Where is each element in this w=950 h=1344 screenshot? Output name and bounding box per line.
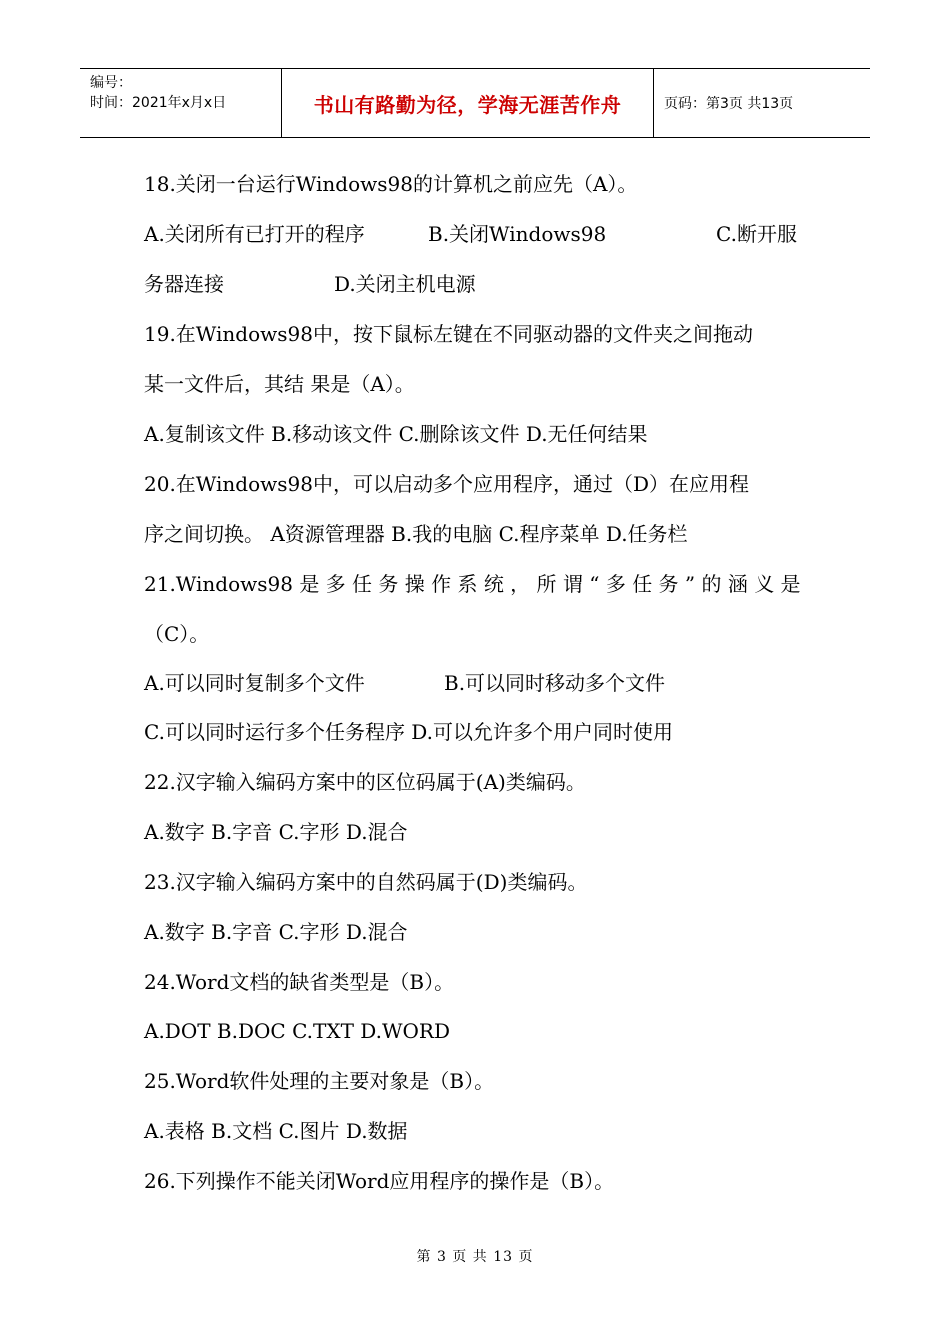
question-24: 24.Word文档的缺省类型是（B）。 <box>144 970 455 994</box>
header-motto: 书山有路勤为径，学海无涯苦作舟 <box>313 92 622 117</box>
q18-option-b: B.关闭Windows98 <box>428 222 607 246</box>
question-22-options: A.数字 B.字音 C.字形 D.混合 <box>144 820 408 844</box>
number-label: 编号： <box>90 75 132 91</box>
question-22: 22.汉字输入编码方案中的区位码属于(A)类编码。 <box>144 770 586 794</box>
question-21-line1: 21.Windows98 是 多 任 务 操 作 系 统 ， 所 谓 “ 多 任 务 ” 的 涵 义 是 <box>144 572 801 596</box>
question-20-line1: 20.在Windows98中，可以启动多个应用程序，通过（D）在应用程 <box>144 472 749 496</box>
question-26: 26.下列操作不能关闭Word应用程序的操作是（B）。 <box>144 1169 615 1193</box>
q18-option-c-part1: C.断开服 <box>716 222 797 246</box>
question-18-options-line2 <box>144 272 806 296</box>
question-19-options: A.复制该文件 B.移动该文件 C.删除该文件 D.无任何结果 <box>144 422 648 446</box>
question-19-line1: 19.在Windows98中，按下鼠标左键在不同驱动器的文件夹之间拖动 <box>144 322 753 346</box>
question-18-options-line1 <box>144 222 806 246</box>
q21-option-b: B.可以同时移动多个文件 <box>444 671 666 695</box>
time-label: 时间：2021年x月x日 <box>90 95 227 111</box>
question-25-options: A.表格 B.文档 C.图片 D.数据 <box>144 1119 408 1143</box>
q18-option-a: A.关闭所有已打开的程序 <box>144 222 365 246</box>
q18-option-c-part2: 务器连接 <box>144 272 224 296</box>
question-21-options-line2: C.可以同时运行多个任务程序 D.可以允许多个用户同时使用 <box>144 720 673 744</box>
question-24-options: A.DOT B.DOC C.TXT D.WORD <box>144 1019 451 1043</box>
question-21-options-line1 <box>144 671 806 695</box>
question-18: 18.关闭一台运行Windows98的计算机之前应先（A）。 <box>144 172 638 196</box>
page-footer: 第 3 页 共 13 页 <box>416 1249 534 1265</box>
question-19-line2: 某一文件后，其结 果是（A）。 <box>144 372 415 396</box>
q18-option-d: D.关闭主机电源 <box>334 272 476 296</box>
q21-option-a: A.可以同时复制多个文件 <box>144 671 365 695</box>
question-25: 25.Word软件处理的主要对象是（B）。 <box>144 1069 495 1093</box>
question-20-line2: 序之间切换。 A资源管理器 B.我的电脑 C.程序菜单 D.任务栏 <box>144 522 688 546</box>
page-info-text: 页码：第3页 共13页 <box>664 96 794 112</box>
question-21-line2: （C）。 <box>144 622 210 646</box>
question-23-options: A.数字 B.字音 C.字形 D.混合 <box>144 920 408 944</box>
question-23: 23.汉字输入编码方案中的自然码属于(D)类编码。 <box>144 870 588 894</box>
